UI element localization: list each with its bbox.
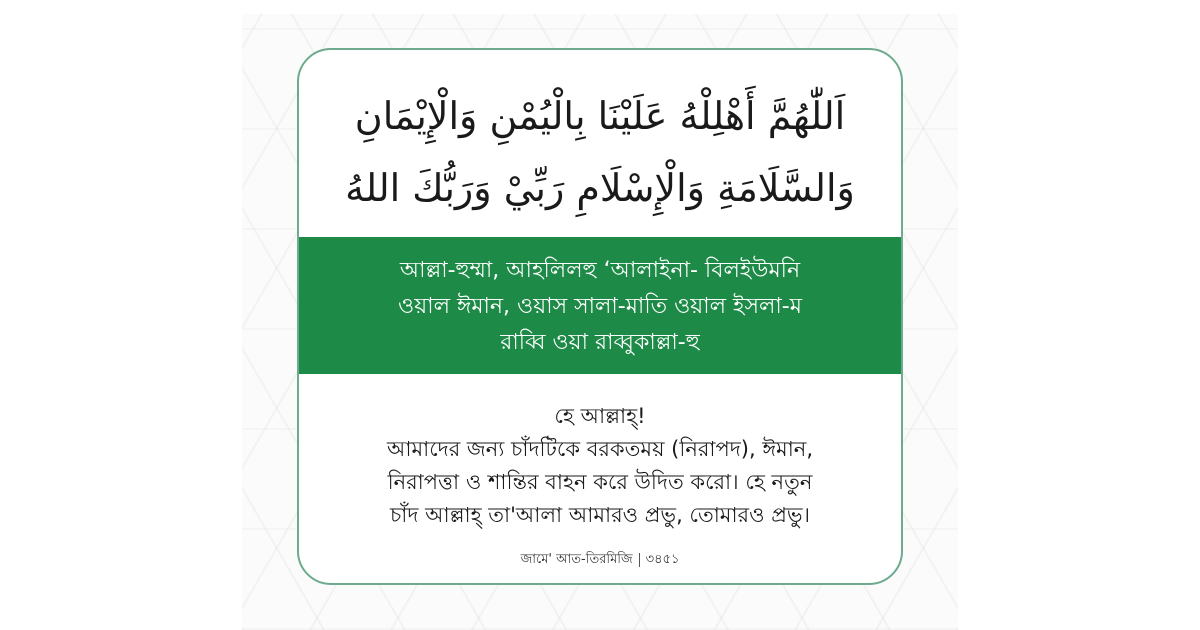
transliteration-band [299, 237, 901, 374]
citation-number: ৩৪৫১ [645, 552, 680, 567]
meaning-line-1: হে আল্লাহ্! [554, 404, 646, 428]
transliteration-line-2: ওয়াল ঈমান, ওয়াস সালা-মাতি ওয়াল ইসলা-ম [398, 294, 802, 319]
meaning-line-4: চাঁদ আল্লাহ্ তা'আলা আমারও প্রভু, তোমারও প্রভু। [389, 503, 811, 527]
meaning-line-2: আমাদের জন্য চাঁদটিকে বরকতময় (নিরাপদ), ঈমান, [386, 437, 813, 461]
transliteration-line-1: আল্লা-হুম্মা, আহলিলহু ‘আলাইনা- বিলইউমনি [399, 258, 801, 283]
citation [299, 550, 901, 571]
arabic-line-2: وَالسَّلَامَةِ وَالْإِسْلَامِ رَبِّيْ وَرَبُّكَ اللهُ [345, 166, 855, 210]
arabic-text [299, 80, 901, 230]
arabic-line-1: اَللّٰهُمَّ أَهْلِلْهُ عَلَيْنَا بِالْيُمْنِ وَالْإِيْمَانِ [354, 94, 846, 138]
meaning-text [299, 400, 901, 532]
citation-separator [639, 553, 640, 567]
meaning-line-3: নিরাপত্তা ও শান্তির বাহন করে উদিত করো। হে নতুন [387, 470, 813, 494]
dua-card [297, 48, 903, 585]
citation-source: জামে' আত-তিরমিজি [520, 552, 633, 567]
transliteration-line-3: রাব্বি ওয়া রাব্বুকাল্লা-হু [500, 330, 700, 355]
